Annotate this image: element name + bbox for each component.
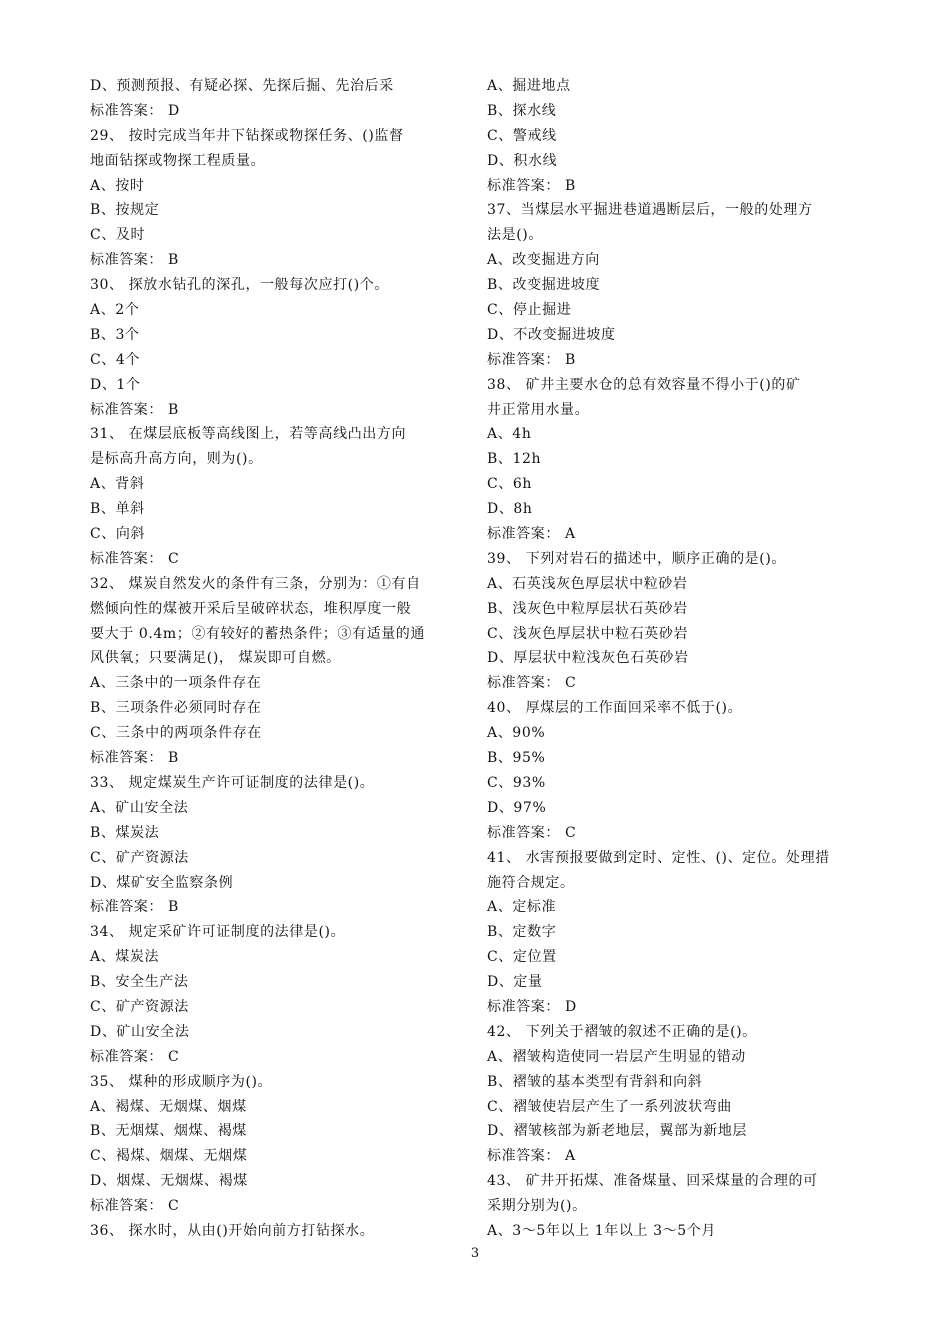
text-line: C、定位置: [487, 949, 557, 966]
text-line: A、2个: [90, 302, 140, 319]
text-line: 标准答案： B: [487, 177, 576, 194]
text-line: 38、 矿井主要水仓的总有效容量不得小于()的矿: [487, 376, 801, 393]
text-line: C、警戒线: [487, 127, 557, 144]
text-line: B、3个: [90, 326, 140, 343]
text-line: A、矿山安全法: [90, 799, 189, 816]
text-line: A、煤炭法: [90, 949, 160, 966]
text-line: A、石英浅灰色厚层状中粒砂岩: [487, 575, 688, 592]
text-line: 地面钻探或物探工程质量。: [90, 152, 266, 169]
text-line: C、褶皱使岩层产生了一系列波状弯曲: [487, 1098, 732, 1115]
text-line: 采期分别为()。: [487, 1198, 587, 1215]
text-line: A、背斜: [90, 476, 145, 493]
text-line: 标准答案： D: [487, 998, 577, 1015]
text-line: 32、 煤炭自然发火的条件有三条，分别为：①有自: [90, 575, 421, 592]
text-line: A、褶皱构造使同一岩层产生明显的错动: [487, 1048, 746, 1065]
text-line: 40、 厚煤层的工作面回采率不低于()。: [487, 700, 743, 717]
text-line: 30、 探放水钻孔的深孔，一般每次应打()个。: [90, 277, 389, 294]
left-column: [90, 74, 482, 1244]
text-line: B、95%: [487, 750, 546, 767]
text-line: D、97%: [487, 799, 547, 816]
text-line: 标准答案： B: [90, 401, 179, 418]
text-line: 41、 水害预报要做到定时、定性、()、定位。处理措: [487, 849, 830, 866]
text-line: A、4h: [487, 426, 532, 443]
text-line: 标准答案： C: [90, 1048, 180, 1065]
text-line: A、改变掘进方向: [487, 252, 600, 269]
text-line: D、烟煤、无烟煤、褐煤: [90, 1173, 248, 1190]
text-line: 井正常用水量。: [487, 401, 590, 418]
text-line: B、单斜: [90, 501, 145, 518]
text-line: 标准答案： C: [487, 675, 577, 692]
text-line: A、掘进地点: [487, 78, 571, 94]
text-line: 标准答案： D: [90, 102, 180, 119]
text-line: B、改变掘进坡度: [487, 277, 601, 294]
text-line: C、停止掘进: [487, 302, 572, 319]
text-line: C、矿产资源法: [90, 849, 189, 866]
text-line: B、12h: [487, 451, 542, 468]
text-line: C、4个: [90, 351, 141, 368]
text-line: D、定量: [487, 974, 543, 991]
text-line: 标准答案： C: [90, 1198, 180, 1215]
text-line: 要大于 0.4m；②有较好的蓄热条件；③有适量的通: [90, 625, 425, 642]
text-line: D、不改变掘进坡度: [487, 326, 616, 343]
text-line: 施符合规定。: [487, 874, 575, 891]
text-line: D、厚层状中粒浅灰色石英砂岩: [487, 650, 689, 667]
text-line: C、向斜: [90, 526, 146, 543]
text-line: D、积水线: [487, 152, 558, 169]
text-line: 37、当煤层水平掘进巷道遇断层后，一般的处理方: [487, 202, 813, 219]
text-line: B、三项条件必须同时存在: [90, 700, 262, 717]
text-line: 标准答案： B: [90, 899, 179, 916]
text-line: 标准答案： A: [487, 526, 576, 543]
text-line: B、褶皱的基本类型有背斜和向斜: [487, 1073, 703, 1090]
text-line: 风供氧；只要满足()， 煤炭即可自燃。: [90, 650, 341, 667]
page-number: 3: [470, 1246, 480, 1261]
text-line: B、定数字: [487, 924, 557, 941]
text-line: 31、 在煤层底板等高线图上，若等高线凸出方向: [90, 426, 407, 443]
text-line: C、6h: [487, 476, 533, 493]
text-line: 33、 规定煤炭生产许可证制度的法律是()。: [90, 774, 375, 791]
text-line: B、无烟煤、烟煤、褐煤: [90, 1123, 247, 1140]
text-line: B、浅灰色中粒厚层状石英砂岩: [487, 600, 688, 617]
text-line: A、三条中的一项条件存在: [90, 675, 262, 692]
text-line: C、褐煤、烟煤、无烟煤: [90, 1148, 248, 1165]
text-line: B、探水线: [487, 102, 557, 119]
text-line: D、8h: [487, 501, 533, 518]
text-line: 29、 按时完成当年井下钻探或物探任务、()监督: [90, 127, 404, 144]
text-line: 35、 煤种的形成顺序为()。: [90, 1073, 273, 1090]
text-line: 标准答案： C: [90, 550, 180, 567]
text-line: B、安全生产法: [90, 974, 189, 991]
text-line: 标准答案： C: [487, 824, 577, 841]
text-line: A、90%: [487, 725, 546, 742]
text-line: A、3～5年以上 1年以上 3～5个月: [487, 1222, 716, 1239]
right-column: [487, 74, 879, 1244]
text-line: 燃倾向性的煤被开采后呈破碎状态，堆积厚度一般: [90, 600, 412, 617]
text-line: A、按时: [90, 177, 145, 194]
text-line: C、93%: [487, 774, 546, 791]
text-line: D、煤矿安全监察条例: [90, 874, 234, 891]
text-line: D、预测预报、有疑必探、先探后掘、先治后采: [90, 78, 394, 94]
text-line: 43、 矿井开拓煤、准备煤量、回采煤量的合理的可: [487, 1173, 818, 1190]
text-line: 36、 探水时，从由()开始向前方打钻探水。: [90, 1222, 375, 1239]
text-line: B、按规定: [90, 202, 160, 219]
text-line: 39、 下列对岩石的描述中，顺序正确的是()。: [487, 550, 786, 567]
text-line: 标准答案： A: [487, 1148, 576, 1165]
text-line: C、矿产资源法: [90, 998, 189, 1015]
text-line: 是标高升高方向，则为()。: [90, 451, 263, 468]
text-line: 标准答案： B: [90, 750, 179, 767]
text-line: 法是()。: [487, 227, 543, 244]
text-line: C、三条中的两项条件存在: [90, 725, 262, 742]
text-line: B、煤炭法: [90, 824, 160, 841]
text-line: C、及时: [90, 227, 146, 244]
text-line: 标准答案： B: [487, 351, 576, 368]
text-line: A、褐煤、无烟煤、烟煤: [90, 1098, 247, 1115]
text-line: 34、 规定采矿许可证制度的法律是()。: [90, 924, 346, 941]
text-line: 42、 下列关于褶皱的叙述不正确的是()。: [487, 1023, 757, 1040]
text-line: A、定标准: [487, 899, 557, 916]
text-line: D、矿山安全法: [90, 1023, 190, 1040]
text-line: 标准答案： B: [90, 252, 179, 269]
text-line: D、1个: [90, 376, 141, 393]
text-line: D、褶皱核部为新老地层，翼部为新地层: [487, 1123, 748, 1140]
text-line: C、浅灰色厚层状中粒石英砂岩: [487, 625, 689, 642]
